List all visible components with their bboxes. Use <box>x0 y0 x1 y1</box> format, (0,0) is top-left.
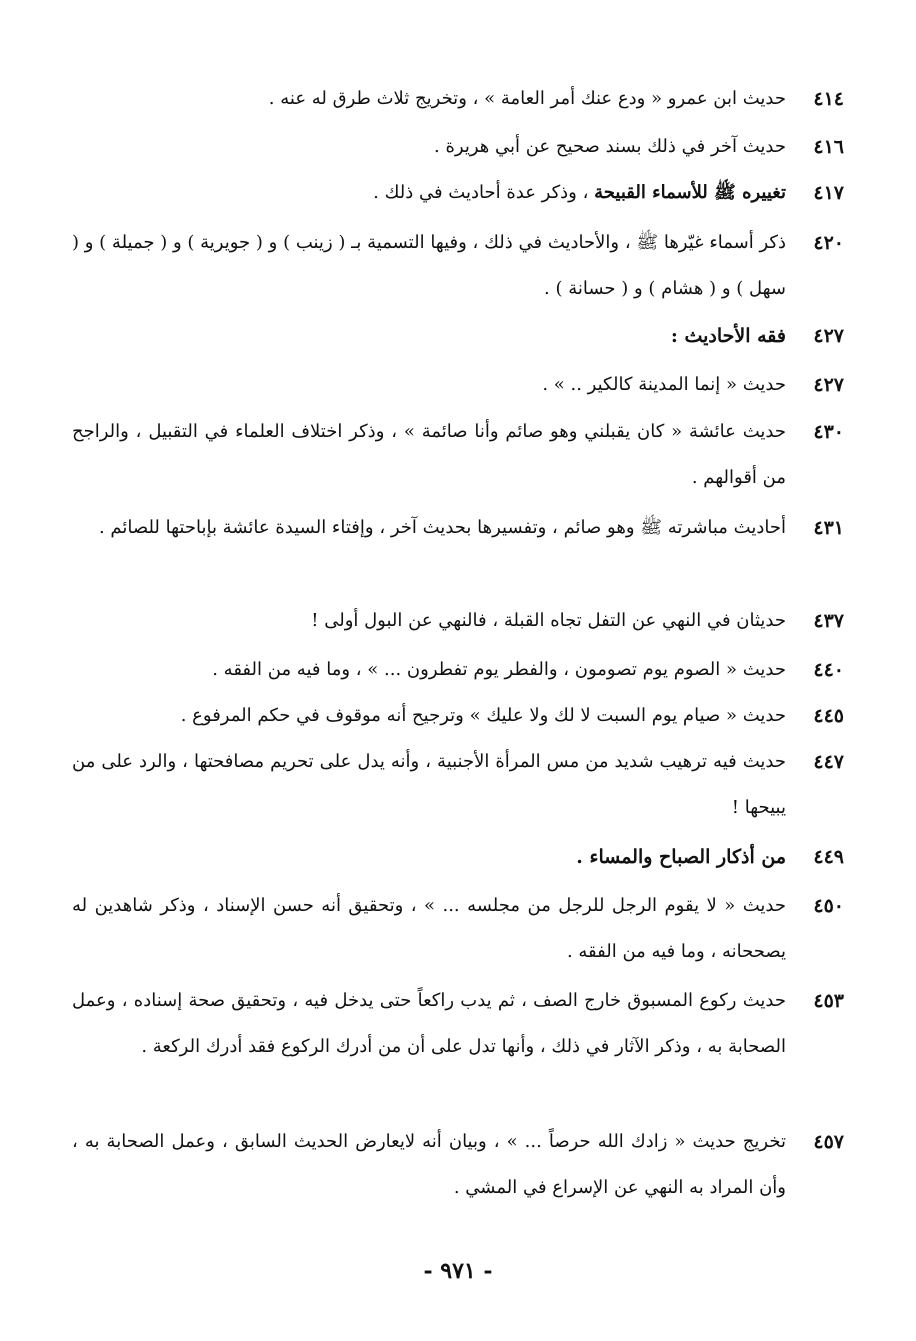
index-entry <box>72 883 844 975</box>
entry-text: حديث « الصوم يوم تصومون ، والفطر يوم تفطرون ... » ، وما فيه من الفقه . <box>212 659 786 680</box>
page-ref-number: ٤٤٥ <box>813 705 844 727</box>
heading-text: فقه الأحاديث : <box>670 325 786 347</box>
page-ref-number: ٤٤٠ <box>813 659 844 681</box>
index-entry <box>72 409 844 501</box>
entry-text: تخريج حديث « زادك الله حرصاً ... » ، وبيان أنه لايعارض الحديث السابق ، وعمل الصحابة به ، وأن المراد به النهي عن الإسراع في المشي . <box>72 1131 786 1198</box>
entry-text: ذكر أسماء غيّرها ﷺ ، والأحاديث في ذلك ، وفيها التسمية بـ ( زينب ) و ( جويرية ) و ( جميلة ) و ( سهل ) و ( هشام ) و ( حسانة ) . <box>72 232 786 299</box>
entry-text <box>72 170 786 216</box>
entry-text: حديث ابن عمرو « ودع عنك أمر العامة » ، وتخريج ثلاث طرق له عنه . <box>268 88 786 109</box>
page-ref-number: ٤٥٣ <box>813 990 844 1012</box>
entry-text: حديث آخر في ذلك بسند صحيح عن أبي هريرة . <box>434 136 786 157</box>
page-ref-number: ٤٣٠ <box>813 421 844 443</box>
page-ref-number: ٤٥٠ <box>813 895 844 917</box>
entry-text: أحاديث مباشرته ﷺ وهو صائم ، وتفسيرها بحديث آخر ، وإفتاء السيدة عائشة بإباحتها للصائم . <box>98 517 786 538</box>
page-number: - ٩٧١ - <box>423 1258 493 1284</box>
entry-text: حديث « صيام يوم السبت لا لك ولا عليك » وترجيح أنه موقوف في حكم المرفوع . <box>180 705 786 726</box>
index-entry <box>72 124 844 170</box>
index-entry <box>72 220 844 312</box>
index-entry <box>72 76 844 122</box>
page-ref-number: ٤٢٠ <box>813 232 844 254</box>
entry-bold-title: تغييره ﷺ للأسماء القبيحة <box>594 182 786 203</box>
page-ref-number: ٤٥٧ <box>813 1131 844 1153</box>
page-ref-number: ٤٢٧ <box>813 325 844 347</box>
index-entry <box>72 362 844 408</box>
page-ref-number: ٤١٧ <box>813 182 844 204</box>
index-entry <box>72 170 844 216</box>
entry-text: حديث ركوع المسبوق خارج الصف ، ثم يدب راكعاً حتى يدخل فيه ، وتحقيق صحة إسناده ، وعمل الصحابة به ، وذكر الآثار في ذلك ، وأنها تدل على أن من أدرك الركوع فقد أدرك الركعة . <box>72 990 786 1057</box>
index-entry <box>72 647 844 693</box>
page-ref-number: ٤١٤ <box>813 88 844 110</box>
entry-text: حديث عائشة « كان يقبلني وهو صائم وأنا صائمة » ، وذكر اختلاف العلماء في التقبيل ، والراجح من أقوالهم . <box>72 421 786 488</box>
index-entry <box>72 978 844 1070</box>
entry-text-rest: ، وذكر عدة أحاديث في ذلك . <box>373 182 595 203</box>
entry-text: حديث فيه ترهيب شديد من مس المرأة الأجنبية ، وأنه يدل على تحريم مصافحتها ، والرد على من يبيحها ! <box>72 751 786 818</box>
index-entry <box>72 505 844 551</box>
page-ref-number: ٤٢٧ <box>813 374 844 396</box>
entry-text: حديث « لا يقوم الرجل للرجل من مجلسه ... » ، وتحقيق أنه حسن الإسناد ، وذكر شاهدين له يصححانه ، وما فيه من الفقه . <box>72 895 786 962</box>
entry-text: حديثان في النهي عن التفل تجاه القبلة ، فالنهي عن البول أولى ! <box>311 610 786 631</box>
page-ref-number: ٤٣١ <box>813 517 844 539</box>
page-ref-number: ٤١٦ <box>813 136 844 158</box>
index-section-heading <box>72 313 844 359</box>
index-entry <box>72 1119 844 1211</box>
page-ref-number: ٤٤٧ <box>813 751 844 773</box>
index-entry <box>72 739 844 831</box>
heading-text: من أذكار الصباح والمساء . <box>576 846 786 868</box>
index-entry <box>72 598 844 644</box>
entry-text: حديث « إنما المدينة كالكير .. » . <box>542 374 786 395</box>
page-ref-number: ٤٤٩ <box>813 846 844 868</box>
index-section-heading <box>72 834 844 880</box>
index-entry <box>72 693 844 739</box>
page-ref-number: ٤٣٧ <box>813 610 844 632</box>
